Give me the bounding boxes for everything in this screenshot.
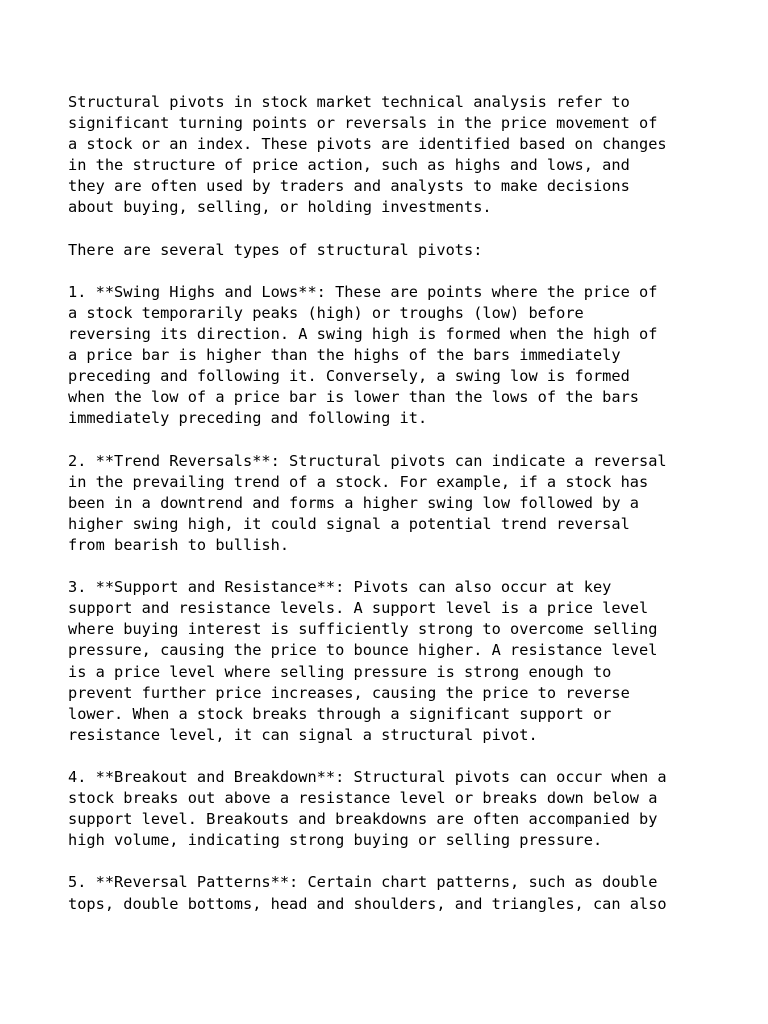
list-item-support-resistance: 3. **Support and Resistance**: Pivots can also occur at key support and resistance levels. A support level is a price level where buying interest is sufficiently strong to overcome selling pressure, causing the price to bounce higher. A resistance level is a price level where selling pressure is strong enough to prevent further price increases, causing the price to reverse lower. When a stock breaks through a significant support or resistance level, it can signal a structural pivot.: [68, 578, 658, 744]
list-item-swing-highs-lows: 1. **Swing Highs and Lows**: These are points where the price of a stock temporarily peaks (high) or troughs (low) before reversing its direction. A swing high is formed when the high of a price bar is higher than the highs of the bars immediately preceding and following it. Conversely, a swing low is formed when the low of a price bar is lower than the lows of the bars immediately preceding and following it.: [68, 282, 658, 428]
intro-paragraph: Structural pivots in stock market technical analysis refer to significant turning points or reversals in the price movement of a stock or an index. These pivots are identified based on changes in the structure of price action, such as highs and lows, and they are often used by traders and analysts to make decisions about buying, selling, or holding investments.: [68, 93, 667, 217]
list-item-breakout-breakdown: 4. **Breakout and Breakdown**: Structural pivots can occur when a stock breaks out above a resistance level or breaks down below a support level. Breakouts and breakdowns are often accompanied by high volume, indicating strong buying or selling pressure.: [68, 768, 667, 850]
list-item-trend-reversals: 2. **Trend Reversals**: Structural pivots can indicate a reversal in the prevailing trend of a stock. For example, if a stock has been in a downtrend and forms a higher swing low followed by a higher swing high, it could signal a potential trend reversal from bearish to bullish.: [68, 451, 667, 554]
document-page: [68, 92, 728, 936]
list-item-reversal-patterns: 5. **Reversal Patterns**: Certain chart patterns, such as double tops, double bottoms, head and shoulders, and triangles, can also: [68, 873, 667, 913]
types-intro-paragraph: There are several types of structural pivots:: [68, 240, 483, 259]
